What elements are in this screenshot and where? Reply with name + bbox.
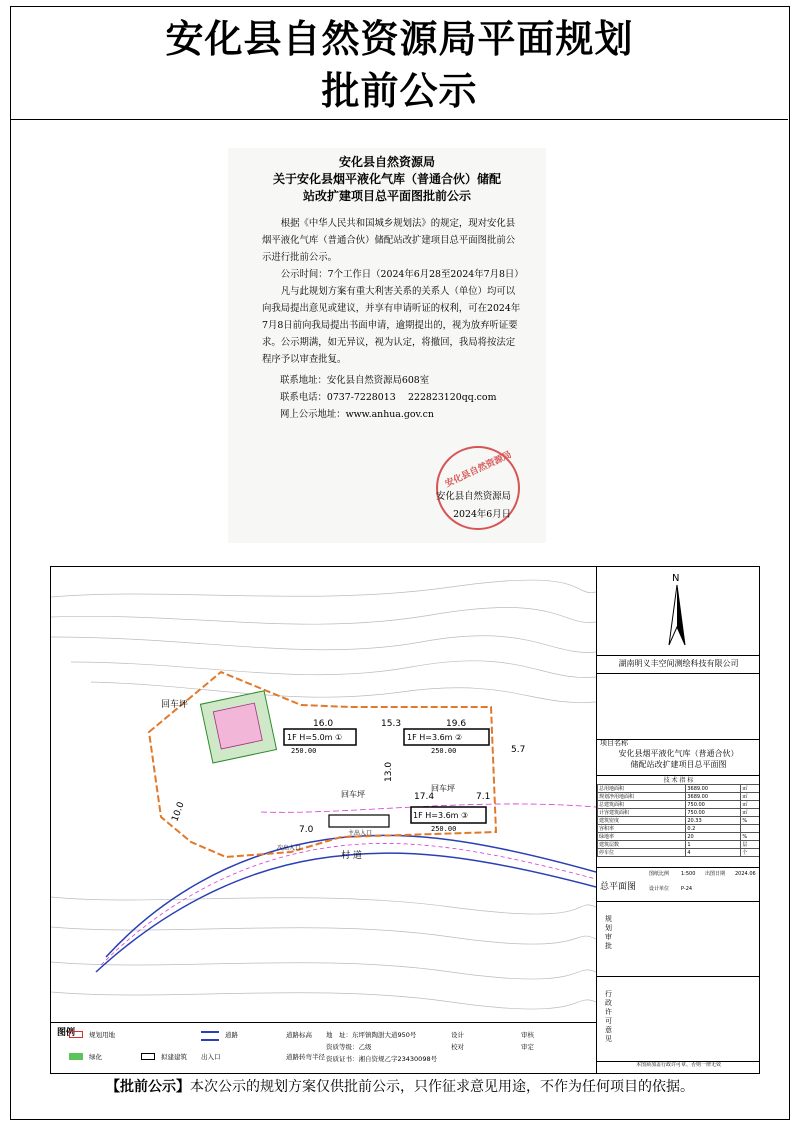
company-name: 湖南明义丰空间测绘科技有限公司 (597, 655, 760, 674)
entrance-gate (329, 815, 389, 827)
tech-table-cell: % (741, 817, 760, 825)
notes-address: 地 址：东坪镇陶澍大道950号 (326, 1031, 417, 1039)
entrance-label: 次出入口 (277, 845, 302, 852)
drawing-title: 总平面图 (600, 882, 637, 892)
contact-website: 网上公示地址：www.anhua.gov.cn (280, 409, 434, 420)
notice-paragraph: 公示时间：7个工作日（2024年6月28至2024年7月8日） (280, 269, 524, 280)
tech-table-cell: 3689.00 (686, 785, 741, 793)
tech-table-title: 技 术 指 标 (663, 777, 694, 784)
legend-title: 图例 (57, 1028, 76, 1038)
notice-contacts (228, 372, 546, 423)
legend-swatch-building (141, 1053, 155, 1060)
dimension-label: 16.0 (313, 719, 334, 729)
tech-table-cell: 建筑层数 (598, 841, 686, 849)
building-3-area: 250.00 (431, 825, 457, 833)
north-arrow-cell (597, 567, 760, 656)
tech-table-cell: 20 (686, 833, 741, 841)
turnaround-label: 回车坪 (431, 784, 455, 793)
tech-table-row (598, 793, 760, 801)
tech-table-cell: 容积率 (598, 825, 686, 833)
notice-heading-line2: 站改扩建项目总平面图批前公示 (302, 189, 471, 203)
sign-date: 2024年6月日 (453, 509, 512, 520)
tech-table-cell: 750.00 (686, 801, 741, 809)
dimension-label: 15.3 (381, 719, 402, 729)
turnaround-label: 回车坪 (341, 790, 365, 799)
tech-table-cell: 总建筑面积 (598, 801, 686, 809)
page-subtitle: 批前公示 (321, 69, 478, 113)
notice-document (228, 148, 546, 543)
contact-phone: 联系电话：0737-7228013 222823120qq.com (280, 392, 497, 403)
notes-cell (597, 673, 760, 740)
tech-table-cell: 20.33 (686, 817, 741, 825)
site-plan-drawing (50, 566, 760, 1074)
tech-table-cell: 规划净用地面积 (598, 793, 686, 801)
sig-label: 设计 (451, 1031, 464, 1039)
tech-table-row (598, 817, 760, 825)
tech-table (597, 784, 760, 857)
notice-heading-line1: 关于安化县烟平液化气库（普通合伙）储配 (272, 172, 501, 186)
tech-table-cell: 计容建筑面积 (598, 809, 686, 817)
sig-label: 审定 (521, 1043, 534, 1051)
north-arrow-icon (597, 567, 760, 655)
notes-cert-no: 资质证书：湘自资规乙字23430098号 (326, 1055, 438, 1063)
tech-table-row (598, 841, 760, 849)
drawing-info-cell (597, 867, 760, 902)
tech-table-row (598, 849, 760, 857)
project-label: 项目名称 (600, 739, 628, 747)
seal-text: 安化县自然资源局 (443, 450, 514, 490)
disclaimer (0, 1077, 800, 1097)
tech-table-cell (597, 775, 760, 868)
tech-table-row (598, 833, 760, 841)
tech-table-cell: ㎡ (741, 801, 760, 809)
tech-table-cell: 绿地率 (598, 833, 686, 841)
design-label: 设计单位 (649, 886, 670, 892)
legend-swatch-boundary (69, 1031, 83, 1038)
tech-table-cell (741, 825, 760, 833)
legend-label: 绿化 (89, 1053, 102, 1061)
license-label: 行政许可意见 (605, 990, 612, 1043)
entrance-label: 主出入口 (348, 830, 373, 837)
tech-table-cell: 建筑密度 (598, 817, 686, 825)
legend-label: 道路 (225, 1031, 238, 1039)
dimension-label: 19.6 (446, 719, 467, 729)
notice-body (228, 215, 546, 368)
notice-signature (436, 488, 511, 524)
disclaimer-text: 本次公示的规划方案仅供批前公示，只作征求意见用途，不作为任何项目的依据。 (190, 1079, 694, 1095)
notice-paragraph: 根据《中华人民共和国城乡规划法》的规定，现对安化县烟平液化气库（普通合伙）储配站改扩建项目总平面图批前公示进行批前公示。 (262, 218, 516, 263)
sign-org: 安化县自然资源局 (436, 491, 512, 502)
scale-label: 图纸比例 (649, 871, 670, 877)
road-edge-lower (96, 853, 596, 972)
notice-paragraph: 凡与此规划方案有重大利害关系的关系人（单位）均可以向我局提出意见或建议，并享有申请听证的权利，可在2024年7月8日前向我局提出书面申请，逾期提出的，视为放弃听证要求。公示期满，如无异议，视为认定，将撤回，我局将按法定程序予以审查批复。 (262, 286, 521, 365)
project-name-line1: 安化县烟平液化气库（普通合伙） (618, 749, 739, 758)
tech-table-cell: 1 (686, 841, 741, 849)
dimension-label: 5.7 (511, 745, 526, 755)
dimension-label: 7.0 (299, 825, 314, 835)
building-1-label: 1F H=5.0m ① (287, 733, 343, 742)
svg-text:N: N (672, 573, 680, 584)
tech-table-cell: 3689.00 (686, 793, 741, 801)
tech-table-cell: 个 (741, 849, 760, 857)
legend-swatch-green (69, 1053, 83, 1060)
dimension-label: 10.0 (170, 800, 187, 824)
legend-block (51, 1022, 596, 1074)
disclaimer-tag: 【批前公示】 (106, 1079, 190, 1095)
tech-table-cell: ㎡ (741, 785, 760, 793)
dimension-label: 17.4 (414, 792, 435, 802)
contour-lines (51, 580, 596, 1009)
tech-table-row (598, 801, 760, 809)
tank-block (213, 703, 262, 749)
legend-label: 道路转弯半径 (286, 1053, 325, 1061)
road-label: 村 道 (341, 851, 362, 861)
tech-table-row (598, 825, 760, 833)
legend-label: 规划用地 (89, 1031, 115, 1039)
footer-note: 本图须加盖行政许可章、否则一律无效 (635, 1062, 721, 1068)
building-3-label: 1F H=3.6m ③ (413, 811, 469, 820)
dimension-label: 7.1 (476, 792, 491, 802)
site-plan-map (51, 567, 596, 1022)
tech-table-cell: ㎡ (741, 793, 760, 801)
notice-issuer: 安化县自然资源局 (338, 155, 435, 169)
road-centerline (101, 843, 596, 965)
turnaround-label: 回车坪 (161, 700, 189, 710)
sheet-number: P-24 (681, 886, 693, 892)
legend-label: 出入口 (201, 1053, 221, 1061)
tech-table-row (598, 809, 760, 817)
sig-label: 校对 (451, 1043, 464, 1051)
tech-table-cell: ㎡ (741, 809, 760, 817)
project-name-line2: 储配站改扩建项目总平面图 (630, 760, 727, 769)
notes-cert-level: 资质等级：乙级 (326, 1043, 372, 1051)
approval-cell (597, 901, 760, 977)
contact-address: 联系地址：安化县自然资源局608室 (280, 375, 430, 386)
page-title: 安化县自然资源局平面规划 (165, 17, 634, 61)
tech-table-cell: 总用地面积 (598, 785, 686, 793)
date-label: 出图日期 (705, 871, 726, 877)
legend-swatch-road (201, 1031, 219, 1041)
date-value: 2024.06 (735, 871, 756, 877)
building-1-area: 250.00 (291, 747, 317, 755)
title-block (11, 7, 788, 120)
tech-table-cell: 4 (686, 849, 741, 857)
tech-table-cell: 0.2 (686, 825, 741, 833)
approval-label: 规划审批 (605, 915, 612, 950)
tech-table-cell: 层 (741, 841, 760, 849)
tech-table-cell: 停车位 (598, 849, 686, 857)
tech-table-cell: 750.00 (686, 809, 741, 817)
tech-table-row (598, 785, 760, 793)
legend-label: 道路标高 (286, 1031, 312, 1039)
sig-label: 审核 (521, 1031, 534, 1039)
building-2-area: 250.00 (431, 747, 457, 755)
tech-table-cell: % (741, 833, 760, 841)
project-name-cell (597, 739, 760, 776)
scale-value: 1:500 (681, 871, 696, 877)
license-cell (597, 976, 760, 1062)
building-2-label: 1F H=3.6m ② (407, 733, 463, 742)
title-block-side (596, 567, 760, 1073)
legend-label: 拟建建筑 (161, 1053, 187, 1061)
dimension-label: 13.0 (384, 761, 394, 782)
